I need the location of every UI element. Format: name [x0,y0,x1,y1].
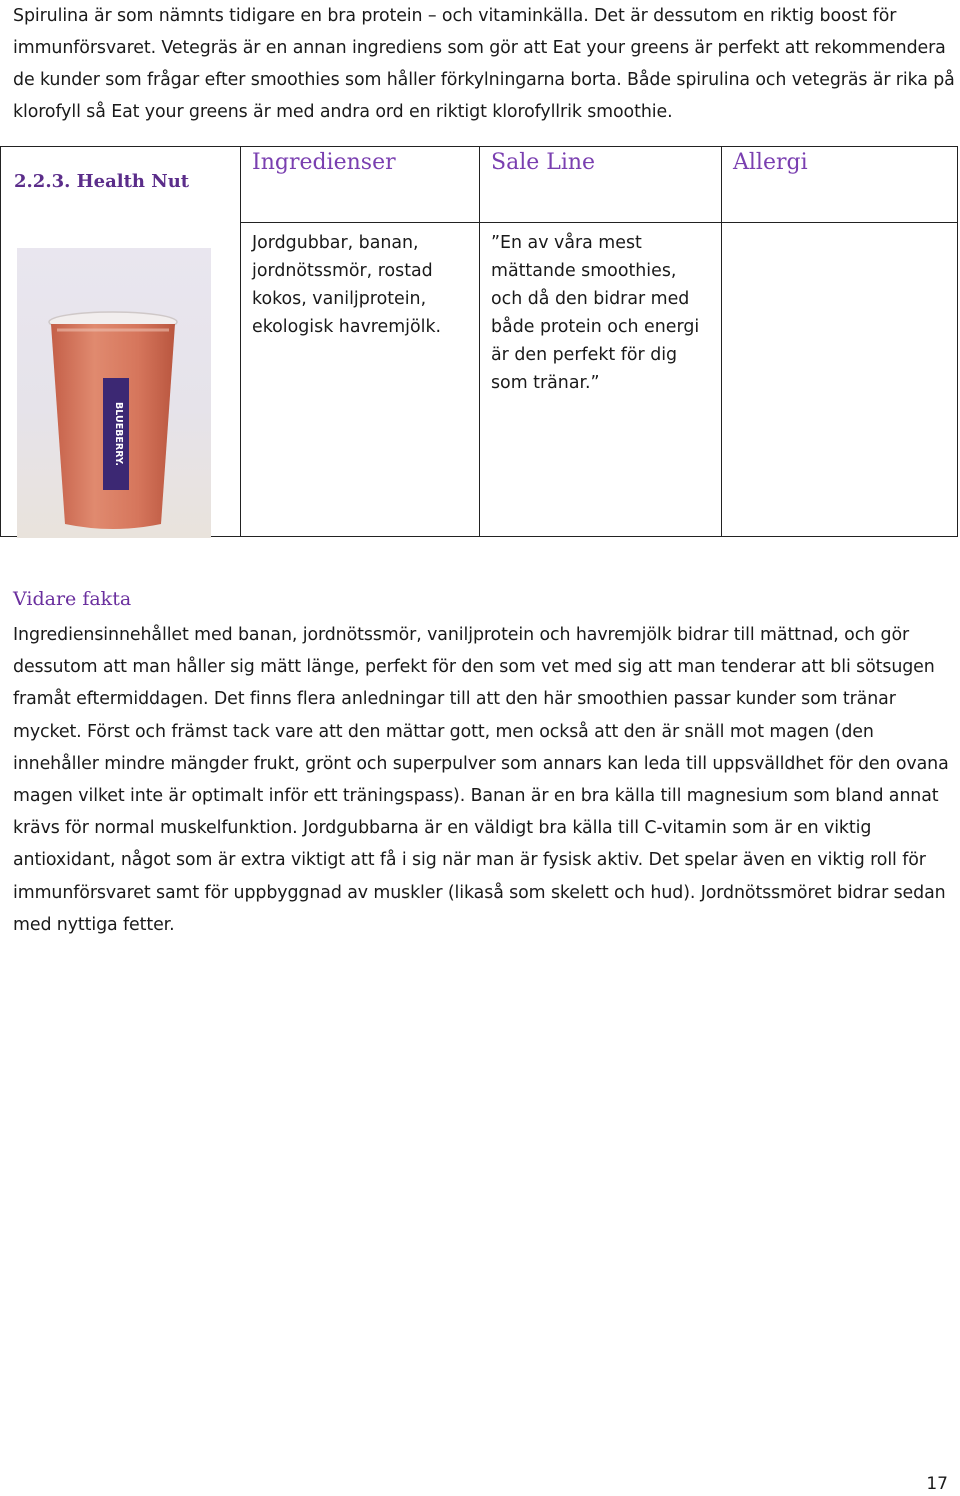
product-name-cell [1,147,241,223]
smoothie-cup-icon [47,308,179,534]
intro-paragraph: Spirulina är som nämnts tidigare en bra protein – och vitaminkälla. Det är dessutom en riktig boost för immunförsvaret. Vetegräs är en annan ingrediens som gör att Eat your greens är perfekt att rekommendera de kunder som frågar efter smoothies som håller förkylningarna borta. Både spirulina och vetegräs är rika på klorofyll så Eat your greens är med andra ord en riktigt klorofyllrik smoothie. [13,6,955,122]
sale-line-header-cell [480,147,722,223]
table-content-row [1,223,958,537]
sale-line-text: ”En av våra mest mättande smoothies, och då den bidrar med både protein och energi är den perfekt för dig som tränar.” [491,233,700,393]
facts-heading: Vidare fakta [13,588,132,610]
ingredients-header: Ingredienser [252,150,396,175]
product-image-cell [1,223,241,537]
page-number: 17 [926,1474,948,1494]
product-table [0,146,958,537]
sale-line-cell [480,223,722,537]
allergy-text [722,223,957,229]
ingredients-text: Jordgubbar, banan, jordnötssmör, rostad kokos, vaniljprotein, ekologisk havremjölk. [252,233,442,337]
cup-label: BLUEBERRY. [113,401,124,466]
ingredients-header-cell [241,147,480,223]
ingredients-cell [241,223,480,537]
section-title: 2.2.3. Health Nut [14,171,190,192]
allergy-header-cell [722,147,958,223]
allergy-cell [722,223,958,537]
table-header-row [1,147,958,223]
facts-paragraph: Ingrediensinnehållet med banan, jordnötssmör, vaniljprotein och havremjölk bidrar till mättnad, och gör dessutom att man håller sig mätt länge, perfekt för den som vet med sig att man tenderar att bli sötsugen framåt eftermiddagen. Det finns flera anledningar till att den här smoothien passar kunder som tränar mycket. Först och främst tack vare att den mättar gott, men också att den är snäll mot magen (den innehåller mindre mängder frukt, grönt och superpulver som annars kan leda till uppsvälldhet för den ovana magen vilket inte är optimalt inför ett träningspass). Banan är en bra källa till magnesium som bland annat krävs för normal muskelfunktion. Jordgubbarna är en väldigt bra källa till C-vitamin som är en viktig antioxidant, något som är extra viktigt att få i sig när man är fysisk aktiv. Det spelar även en viktig roll för immunförsvaret samt för uppbyggnad av muskler (likaså som skelett och hud). Jordnötssmöret bidrar sedan med nyttiga fetter. [13,625,949,935]
smoothie-photo [17,248,211,538]
allergy-header: Allergi [733,150,808,175]
sale-line-header: Sale Line [491,150,596,175]
